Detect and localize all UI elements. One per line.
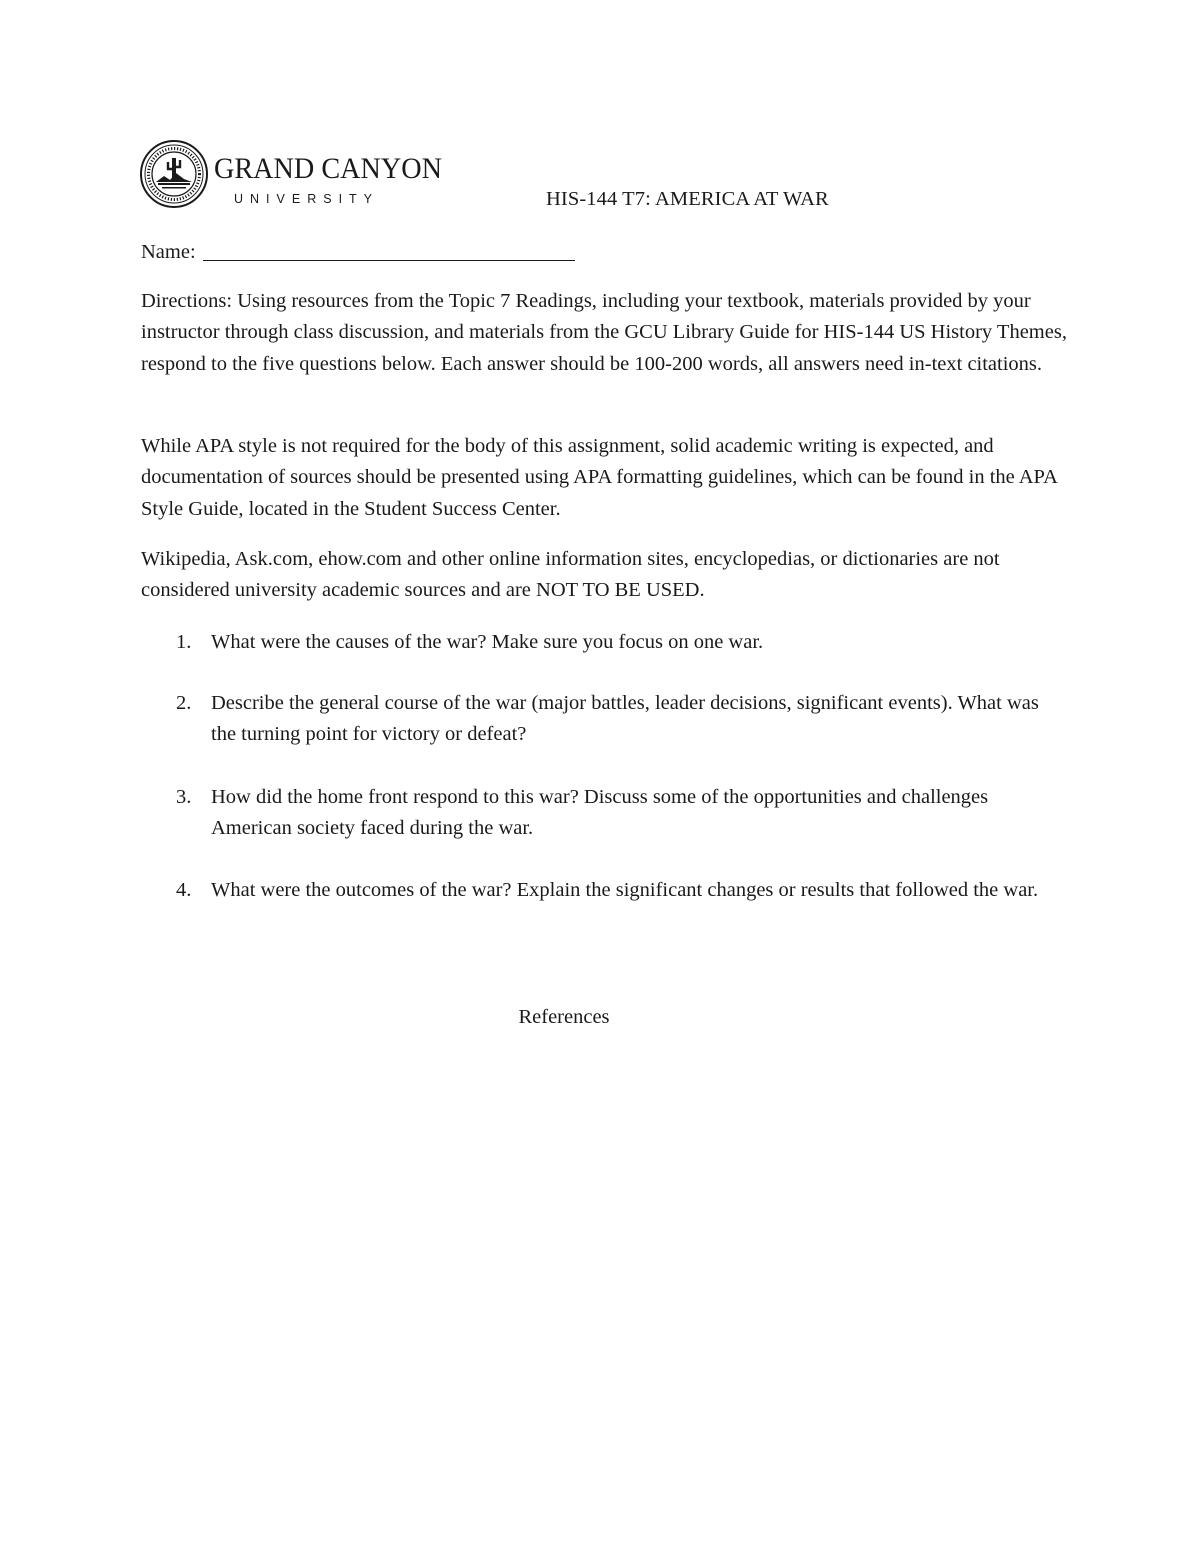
apa-style-paragraph: While APA style is not required for the body of this assignment, solid academic writing is expected, and documentation of sources should be presented using APA formatting guidelines, which can be found in the APA Style Guide, located in the Student Success Center. <box>141 435 1057 520</box>
question-item <box>176 627 1056 658</box>
page-title: HIS-144 T7: AMERICA AT WAR <box>546 188 829 210</box>
name-field-row <box>141 240 575 264</box>
sources-warning-paragraph: Wikipedia, Ask.com, ehow.com and other online information sites, encyclopedias, or dictionaries are not considered university academic sources and are NOT TO BE USED. <box>141 548 1000 602</box>
question-number: 2. <box>176 692 192 714</box>
question-item <box>176 782 1056 845</box>
university-logo <box>140 138 450 212</box>
question-item <box>176 875 1056 906</box>
question-text: Describe the general course of the war (major battles, leader decisions, significant events). What was the turning point for victory or defeat? <box>211 692 1039 746</box>
name-label: Name: <box>141 241 196 263</box>
question-text: What were the causes of the war? Make sure you focus on one war. <box>211 631 764 653</box>
question-number: 3. <box>176 786 192 808</box>
question-text: How did the home front respond to this war? Discuss some of the opportunities and challenges American society faced during the war. <box>211 786 989 840</box>
question-number: 1. <box>176 631 192 653</box>
name-blank-line <box>203 240 575 261</box>
directions-paragraph: Directions: Using resources from the Topic 7 Readings, including your textbook, materials provided by your instructor through class discussion, and materials from the GCU Library Guide for HIS-144 US History Themes, respond to the five questions below. Each answer should be 100-200 words, all answers need in-text citations. <box>141 290 1067 375</box>
question-item <box>176 688 1056 751</box>
question-text: What were the outcomes of the war? Explain the significant changes or results that followed the war. <box>211 879 1039 901</box>
seal-icon <box>141 141 207 207</box>
logo-wordmark: GRAND CANYON <box>214 152 442 185</box>
question-number: 4. <box>176 879 192 901</box>
references-heading: References <box>518 1006 610 1028</box>
logo-subtext: UNIVERSITY <box>234 192 380 206</box>
